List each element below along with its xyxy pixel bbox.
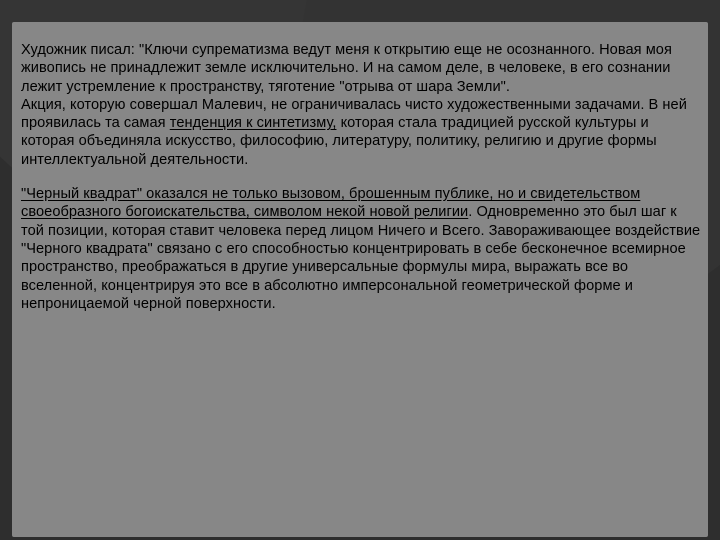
paragraph-1 (21, 41, 701, 96)
paragraph-3 (21, 185, 701, 313)
paragraph-gap (21, 169, 701, 185)
paragraph-1-text: Художник писал: "Ключи супрематизма ведут меня к открытию еще не осознанного. Новая моя живопись не принадлежит земле исключительно. И на самом деле, в человеке, в его сознании лежит устремление к пространству, тяготение "отрыва от шара Земли". (21, 42, 672, 95)
paragraph-3-text: . Одновременно это был шаг к той позиции, которая ставит человека перед лицом Ничего и Всего. Завораживающее воздействие "Черного квадрата" связано с его способностью концентрировать в себе бесконечное всемирное пространство, преображаться в другие универсальные формулы мира, выражать все во вселенной, концентрируя это все в абсолютно имперсональной геометрической форме и непроницаемой черной поверхности. (21, 204, 701, 312)
black-square-link[interactable]: "Черный квадрат" оказался не только вызовом, брошенным публике, но и свидетельством своеобразного богоискательства, символом некой новой религии (21, 186, 641, 221)
paragraph-2-text-start: Акция, которую совершал Малевич, не ограничивалась чисто художественными задачами. В ней проявилась та самая (21, 96, 687, 132)
synthetism-link[interactable]: тенденция к синтетизму, (169, 115, 337, 132)
paragraph-2-text-end: которая стала традицией русской культуры и которая объединяла искусство, философию, литературу, политику, религию и другие формы интеллектуальной деятельности. (21, 115, 657, 168)
paragraph-2 (21, 96, 701, 169)
slide-body-text (21, 41, 701, 313)
